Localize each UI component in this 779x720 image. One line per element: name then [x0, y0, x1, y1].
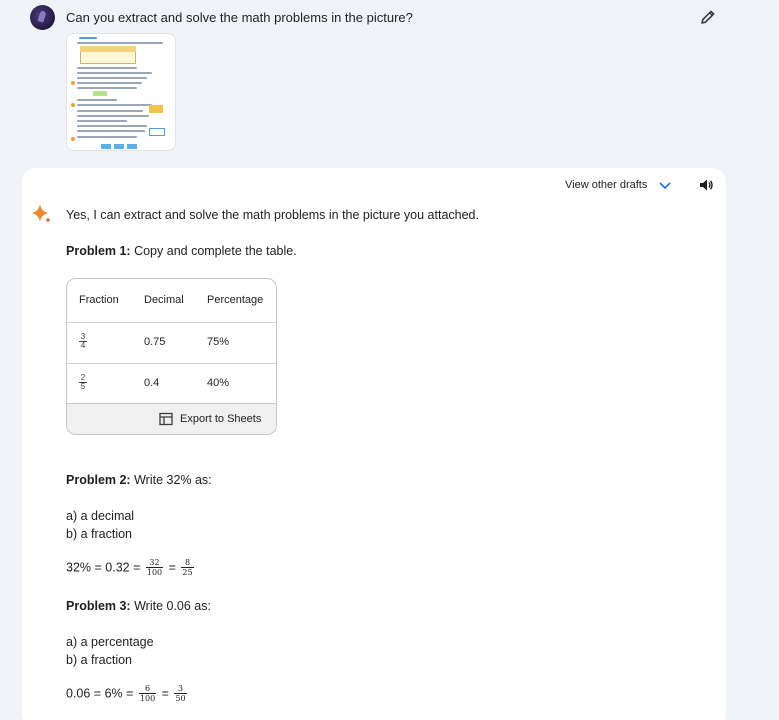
user-prompt: Can you extract and solve the math problems in the picture?: [66, 10, 413, 25]
table-header-row: [67, 279, 276, 323]
table-header-fraction: Fraction: [79, 294, 119, 306]
solution-text: 32% = 0.32 =: [66, 560, 141, 575]
fraction-denominator: 25: [182, 568, 193, 577]
sheets-table-icon: [159, 412, 173, 426]
problem-2-text: Write 32% as:: [130, 473, 212, 487]
export-to-sheets-button[interactable]: [67, 404, 276, 435]
equals-sign: =: [161, 686, 169, 701]
percentage-cell: 40%: [207, 377, 230, 389]
response-intro: Yes, I can extract and solve the math problems in the picture you attached.: [66, 208, 479, 222]
problem-1-heading: [66, 244, 297, 258]
fraction-denominator: 100: [146, 568, 163, 577]
problem-1-text: Copy and complete the table.: [130, 244, 297, 258]
fraction: [146, 558, 163, 577]
equals-sign: =: [168, 560, 176, 575]
fraction-cell: [79, 333, 87, 350]
problem-3-part-b: b) a fraction: [66, 653, 133, 667]
decimal-cell: 0.4: [144, 377, 160, 389]
edit-pencil-icon[interactable]: [698, 7, 718, 27]
problem-3-label: Problem 3:: [66, 599, 131, 613]
decimal-cell: 0.75: [144, 336, 166, 348]
fraction-numerator: 3: [174, 684, 186, 694]
fraction-denominator: 100: [139, 694, 156, 703]
chevron-down-icon[interactable]: [659, 181, 671, 191]
fraction-denominator: 4: [80, 341, 86, 350]
fraction-denominator: 50: [175, 694, 186, 703]
view-other-drafts-button[interactable]: View other drafts: [565, 179, 648, 191]
gemini-sparkle-icon: [31, 203, 53, 225]
solution-text: 0.06 = 6% =: [66, 686, 134, 701]
fraction: [181, 558, 193, 577]
fraction-numerator: 2: [80, 373, 86, 382]
table-header-decimal: Decimal: [144, 294, 184, 306]
problem-3-text: Write 0.06 as:: [130, 599, 211, 613]
attached-image-thumbnail[interactable]: [66, 33, 176, 151]
user-avatar[interactable]: [30, 5, 55, 30]
problem-2-part-b: b) a fraction: [66, 527, 133, 541]
table-row: [67, 323, 276, 364]
fraction: [174, 684, 186, 703]
fraction-denominator: 5: [80, 382, 86, 391]
problem-3-solution: [66, 684, 189, 703]
table-header-percentage: Percentage: [207, 294, 264, 306]
problem-2-solution: [66, 558, 196, 577]
fraction-numerator: 6: [139, 684, 156, 694]
fraction-cell: [79, 374, 87, 391]
fraction-numerator: 32: [146, 558, 163, 568]
problem-2-heading: [66, 473, 212, 487]
fraction-numerator: 8: [181, 558, 193, 568]
problem-2-label: Problem 2:: [66, 473, 131, 487]
problem-3-part-a: a) a percentage: [66, 635, 154, 649]
fraction: [139, 684, 156, 703]
fraction-numerator: 3: [80, 332, 86, 341]
table-row: [67, 364, 276, 404]
export-to-sheets-label: Export to Sheets: [180, 413, 262, 425]
percentage-cell: 75%: [207, 336, 230, 348]
fraction-table: [66, 278, 277, 435]
problem-3-heading: [66, 599, 211, 613]
problem-2-part-a: a) a decimal: [66, 509, 135, 523]
speaker-icon[interactable]: [698, 177, 714, 193]
problem-1-label: Problem 1:: [66, 244, 131, 258]
